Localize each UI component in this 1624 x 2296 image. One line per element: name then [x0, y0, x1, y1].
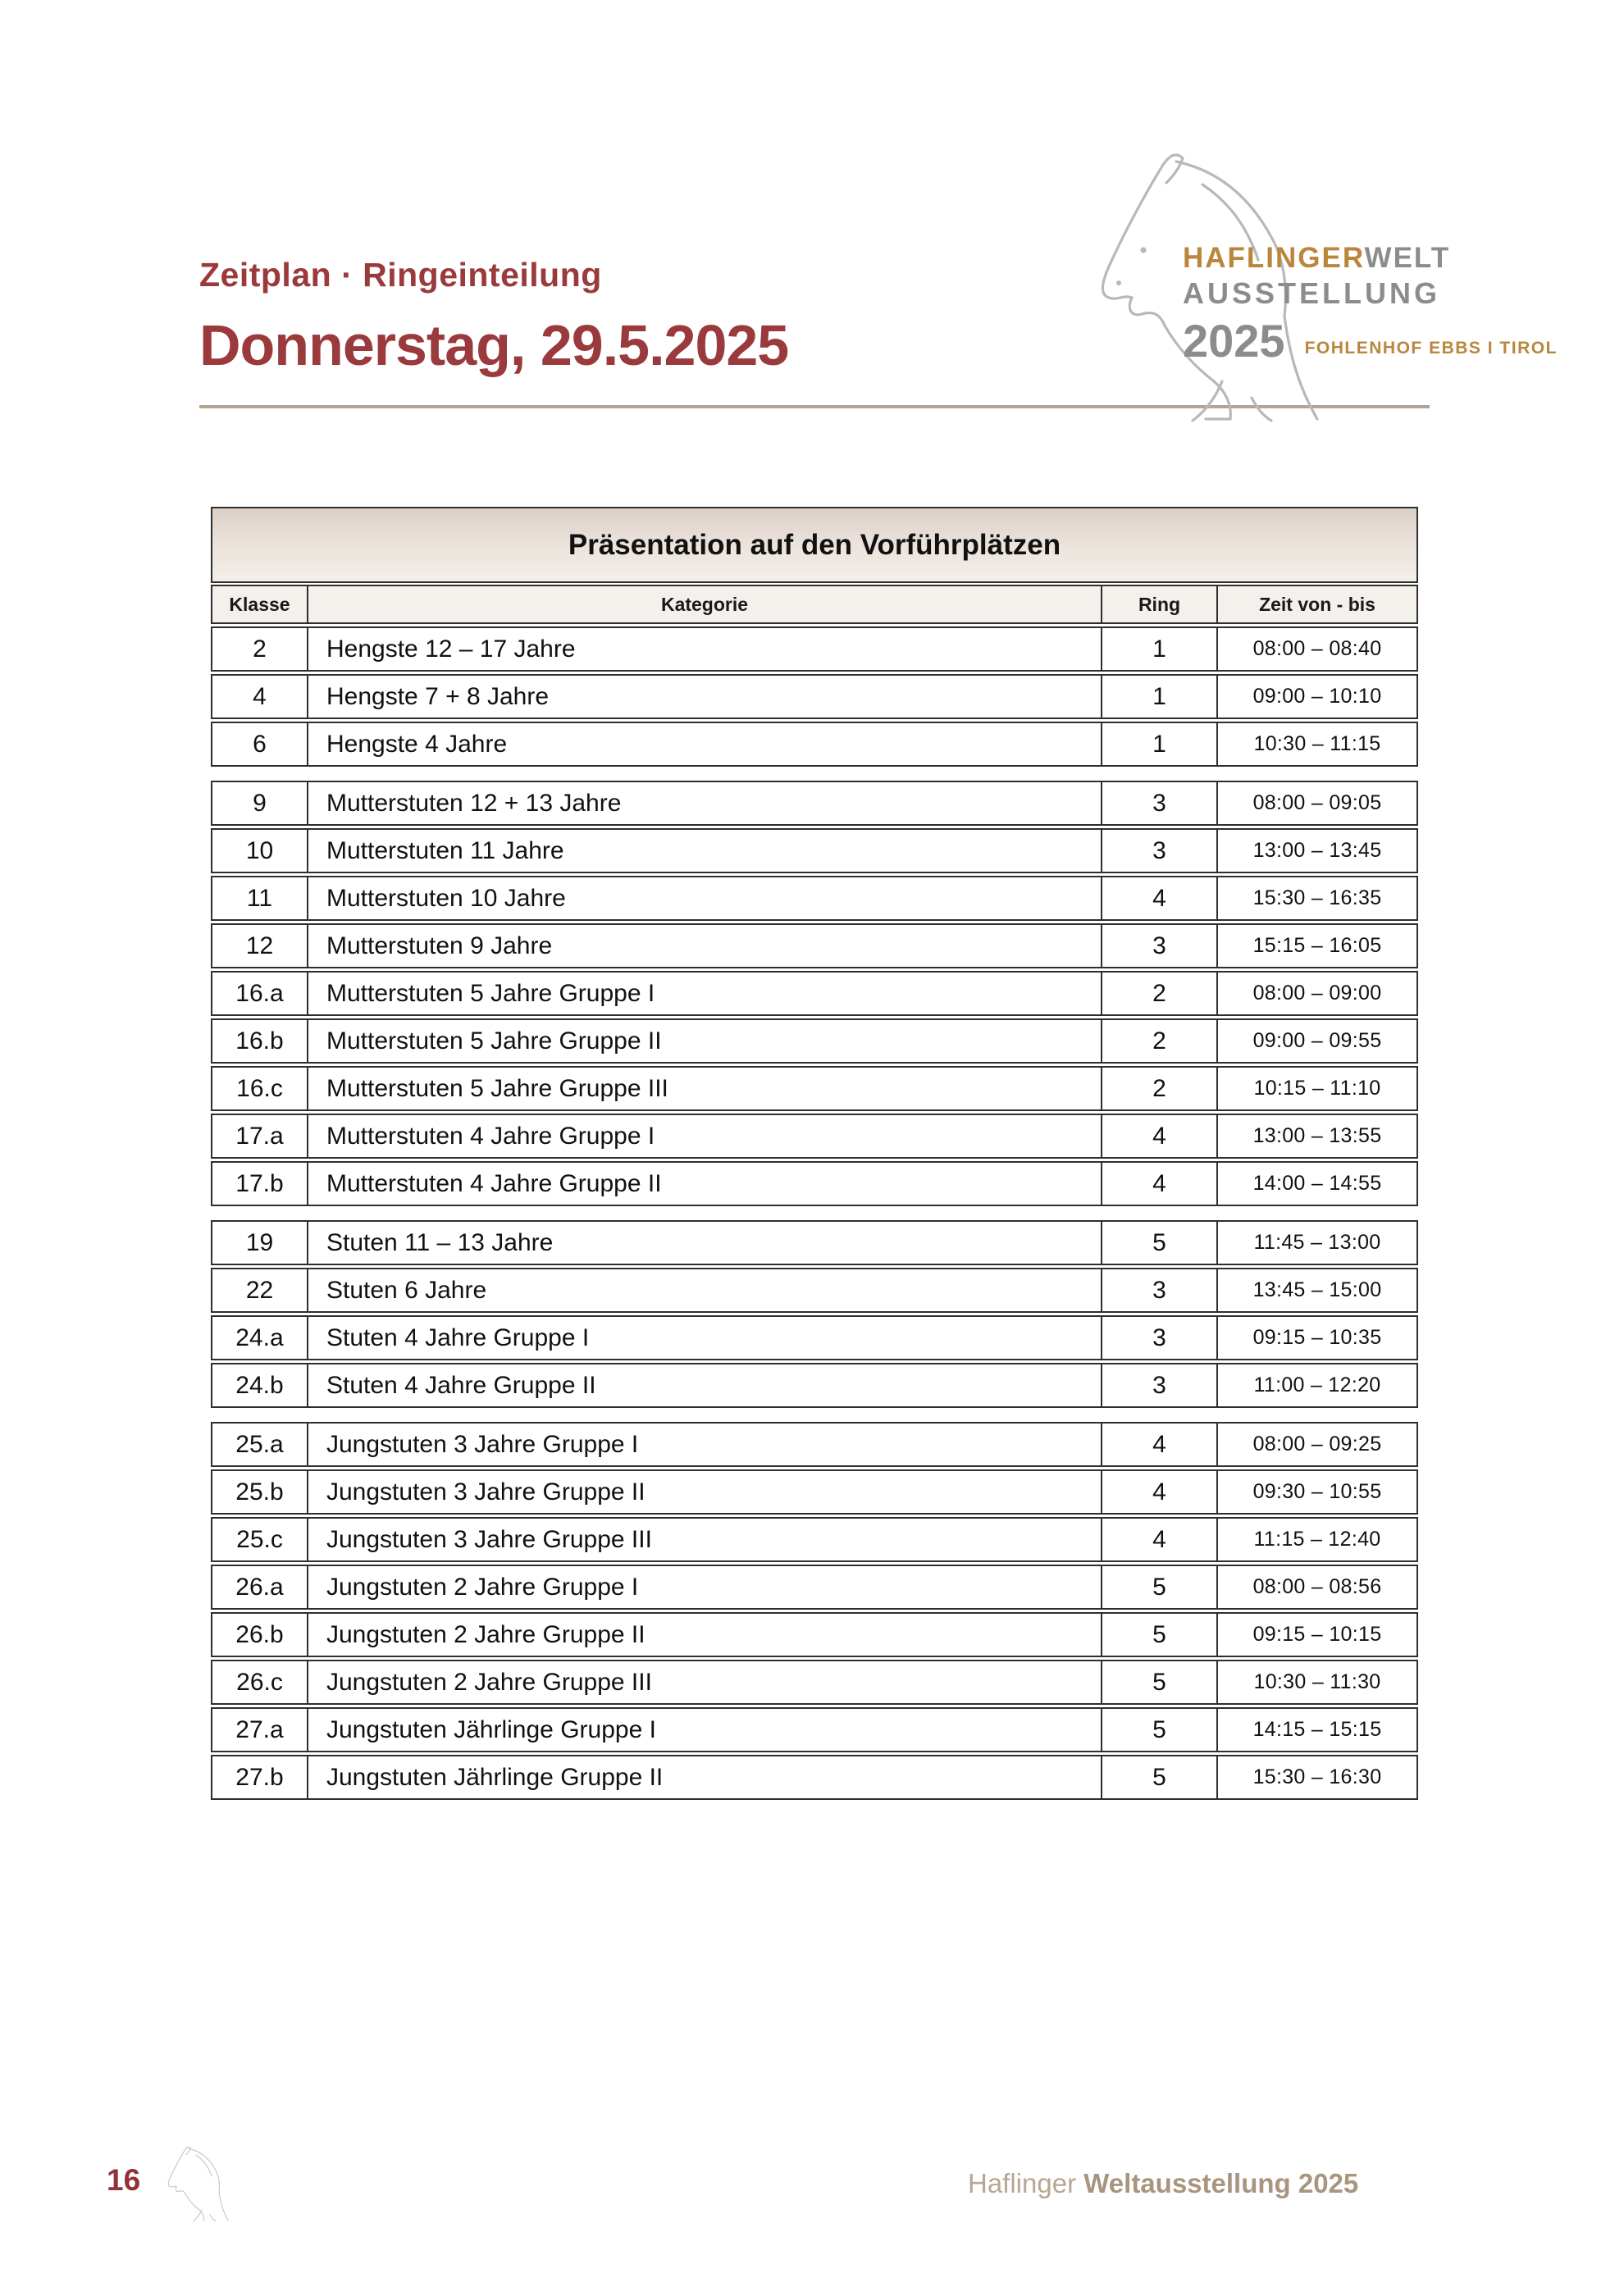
- cell-zeit: 14:00 – 14:55: [1252, 1172, 1382, 1195]
- cell-ring: 1: [1102, 676, 1218, 718]
- cell-ring: 4: [1102, 1424, 1218, 1465]
- cell-klasse: 16.c: [212, 1068, 308, 1109]
- table-row: [211, 1315, 1418, 1360]
- cell-ring: 4: [1102, 877, 1218, 919]
- cell-klasse: 26.a: [212, 1566, 308, 1608]
- horse-sketch-icon: [156, 2122, 254, 2245]
- cell-klasse: 11: [212, 877, 308, 919]
- cell-zeit: 09:30 – 10:55: [1252, 1480, 1382, 1503]
- table-row: [211, 781, 1418, 826]
- cell-klasse: 24.a: [212, 1317, 308, 1359]
- logo-line-1: [1183, 242, 1552, 275]
- table-row: [211, 1517, 1418, 1562]
- logo-venue: FOHLENHOF EBBS I TIROL: [1304, 339, 1558, 358]
- cell-zeit: 08:00 – 08:56: [1252, 1575, 1382, 1598]
- cell-zeit: 13:45 – 15:00: [1252, 1278, 1382, 1301]
- cell-kategorie: Mutterstuten 10 Jahre: [308, 877, 1102, 919]
- column-header-klasse: Klasse: [212, 586, 308, 622]
- cell-zeit: 13:00 – 13:55: [1252, 1124, 1382, 1147]
- page-number: 16: [107, 2163, 141, 2197]
- cell-ring: 4: [1102, 1519, 1218, 1560]
- table-body: [211, 626, 1418, 1800]
- cell-klasse: 25.b: [212, 1471, 308, 1513]
- cell-kategorie: Jungstuten 3 Jahre Gruppe I: [308, 1424, 1102, 1465]
- cell-klasse: 17.b: [212, 1163, 308, 1205]
- table-row: [211, 722, 1418, 767]
- cell-ring: 2: [1102, 1068, 1218, 1109]
- cell-kategorie: Stuten 11 – 13 Jahre: [308, 1222, 1102, 1264]
- page-title: Donnerstag, 29.5.2025: [199, 313, 789, 377]
- table-row: [211, 674, 1418, 719]
- cell-ring: 5: [1102, 1222, 1218, 1264]
- cell-ring: 1: [1102, 723, 1218, 765]
- table-row: [211, 1066, 1418, 1111]
- cell-ring: 4: [1102, 1163, 1218, 1205]
- cell-zeit: 15:15 – 16:05: [1252, 934, 1382, 957]
- cell-klasse: 26.c: [212, 1661, 308, 1703]
- cell-kategorie: Stuten 4 Jahre Gruppe I: [308, 1317, 1102, 1359]
- cell-kategorie: Jungstuten 3 Jahre Gruppe II: [308, 1471, 1102, 1513]
- table-row: [211, 1220, 1418, 1265]
- cell-klasse: 19: [212, 1222, 308, 1264]
- cell-klasse: 12: [212, 925, 308, 967]
- table-row: [211, 1114, 1418, 1159]
- column-header-zeit: Zeit von - bis: [1259, 593, 1375, 615]
- cell-ring: 3: [1102, 925, 1218, 967]
- table-block: [211, 781, 1418, 1206]
- cell-ring: 5: [1102, 1661, 1218, 1703]
- table-row: [211, 1422, 1418, 1467]
- cell-zeit: 10:30 – 11:30: [1253, 1670, 1381, 1693]
- cell-kategorie: Mutterstuten 9 Jahre: [308, 925, 1102, 967]
- table-row: [211, 1707, 1418, 1752]
- cell-ring: 5: [1102, 1566, 1218, 1608]
- cell-ring: 4: [1102, 1471, 1218, 1513]
- cell-klasse: 6: [212, 723, 308, 765]
- cell-ring: 2: [1102, 973, 1218, 1014]
- cell-ring: 5: [1102, 1614, 1218, 1656]
- table-row: [211, 1660, 1418, 1705]
- section-kicker: Zeitplan · Ringeinteilung: [199, 256, 602, 294]
- table-row: [211, 626, 1418, 672]
- table-row: [211, 876, 1418, 921]
- cell-zeit: 08:00 – 09:05: [1252, 791, 1382, 814]
- logo-year: 2025: [1183, 315, 1285, 367]
- cell-kategorie: Jungstuten 2 Jahre Gruppe III: [308, 1661, 1102, 1703]
- cell-klasse: 26.b: [212, 1614, 308, 1656]
- cell-kategorie: Jungstuten 2 Jahre Gruppe I: [308, 1566, 1102, 1608]
- table-row: [211, 1018, 1418, 1064]
- cell-ring: 3: [1102, 782, 1218, 824]
- cell-zeit: 14:15 – 15:15: [1252, 1718, 1382, 1741]
- cell-kategorie: Stuten 4 Jahre Gruppe II: [308, 1364, 1102, 1406]
- logo-word-ausstellung: AUSSTELLUNG: [1183, 276, 1440, 310]
- event-logo: [1058, 152, 1558, 422]
- logo-line-3: [1183, 315, 1558, 367]
- cell-ring: 5: [1102, 1709, 1218, 1751]
- cell-zeit: 10:15 – 11:10: [1253, 1077, 1381, 1100]
- cell-ring: 1: [1102, 628, 1218, 670]
- table-block: [211, 1422, 1418, 1800]
- cell-zeit: 11:15 – 12:40: [1253, 1528, 1381, 1551]
- cell-ring: 3: [1102, 1269, 1218, 1311]
- cell-zeit: 09:15 – 10:35: [1252, 1326, 1382, 1349]
- table-row: [211, 923, 1418, 968]
- cell-kategorie: Mutterstuten 4 Jahre Gruppe I: [308, 1115, 1102, 1157]
- document-header: [199, 256, 788, 378]
- cell-klasse: 10: [212, 830, 308, 872]
- cell-ring: 4: [1102, 1115, 1218, 1157]
- cell-kategorie: Mutterstuten 11 Jahre: [308, 830, 1102, 872]
- table-row: [211, 1268, 1418, 1313]
- column-header-ring: Ring: [1102, 586, 1218, 622]
- column-header-kategorie: Kategorie: [308, 586, 1102, 622]
- cell-klasse: 2: [212, 628, 308, 670]
- cell-ring: 3: [1102, 1364, 1218, 1406]
- cell-ring: 3: [1102, 830, 1218, 872]
- cell-klasse: 9: [212, 782, 308, 824]
- footer-brand-light: Haflinger: [968, 2168, 1077, 2198]
- table-row: [211, 1363, 1418, 1408]
- table-title: Präsentation auf den Vorführplätzen: [211, 507, 1418, 583]
- cell-kategorie: Hengste 12 – 17 Jahre: [308, 628, 1102, 670]
- logo-wordmark: [1183, 242, 1558, 367]
- cell-klasse: 24.b: [212, 1364, 308, 1406]
- cell-ring: 5: [1102, 1756, 1218, 1798]
- cell-kategorie: Mutterstuten 5 Jahre Gruppe III: [308, 1068, 1102, 1109]
- cell-zeit: 15:30 – 16:35: [1252, 886, 1382, 909]
- cell-zeit: 11:45 – 13:00: [1253, 1231, 1381, 1254]
- cell-zeit: 13:00 – 13:45: [1252, 839, 1382, 862]
- cell-zeit: 08:00 – 08:40: [1252, 637, 1382, 660]
- table-block: [211, 626, 1418, 767]
- cell-zeit: 10:30 – 11:15: [1253, 732, 1381, 755]
- cell-zeit: 09:00 – 10:10: [1252, 685, 1382, 708]
- table-row: [211, 1469, 1418, 1515]
- table-row: [211, 1755, 1418, 1800]
- cell-ring: 3: [1102, 1317, 1218, 1359]
- cell-klasse: 17.a: [212, 1115, 308, 1157]
- table-row: [211, 1161, 1418, 1206]
- cell-zeit: 15:30 – 16:30: [1252, 1765, 1382, 1788]
- cell-zeit: 08:00 – 09:00: [1252, 982, 1382, 1004]
- table-row: [211, 1612, 1418, 1657]
- cell-klasse: 27.a: [212, 1709, 308, 1751]
- cell-ring: 2: [1102, 1020, 1218, 1062]
- cell-klasse: 27.b: [212, 1756, 308, 1798]
- cell-klasse: 16.a: [212, 973, 308, 1014]
- cell-zeit: 09:00 – 09:55: [1252, 1029, 1382, 1052]
- cell-kategorie: Mutterstuten 12 + 13 Jahre: [308, 782, 1102, 824]
- cell-kategorie: Hengste 4 Jahre: [308, 723, 1102, 765]
- cell-kategorie: Mutterstuten 5 Jahre Gruppe II: [308, 1020, 1102, 1062]
- footer-brand: [968, 2168, 1358, 2199]
- cell-kategorie: Jungstuten 3 Jahre Gruppe III: [308, 1519, 1102, 1560]
- cell-klasse: 25.c: [212, 1519, 308, 1560]
- cell-klasse: 4: [212, 676, 308, 718]
- cell-kategorie: Mutterstuten 5 Jahre Gruppe I: [308, 973, 1102, 1014]
- cell-kategorie: Mutterstuten 4 Jahre Gruppe II: [308, 1163, 1102, 1205]
- cell-klasse: 22: [212, 1269, 308, 1311]
- table-column-header: [211, 585, 1418, 624]
- cell-kategorie: Jungstuten Jährlinge Gruppe I: [308, 1709, 1102, 1751]
- cell-zeit: 08:00 – 09:25: [1252, 1433, 1382, 1456]
- cell-kategorie: Hengste 7 + 8 Jahre: [308, 676, 1102, 718]
- table-row: [211, 1565, 1418, 1610]
- cell-zeit: 11:00 – 12:20: [1253, 1374, 1381, 1396]
- cell-kategorie: Jungstuten 2 Jahre Gruppe II: [308, 1614, 1102, 1656]
- logo-word-welt: WELT: [1364, 242, 1451, 274]
- cell-kategorie: Stuten 6 Jahre: [308, 1269, 1102, 1311]
- table-block: [211, 1220, 1418, 1408]
- cell-kategorie: Jungstuten Jährlinge Gruppe II: [308, 1756, 1102, 1798]
- footer-brand-bold: Weltausstellung 2025: [1083, 2168, 1359, 2198]
- table-row: [211, 828, 1418, 873]
- cell-klasse: 16.b: [212, 1020, 308, 1062]
- table-row: [211, 971, 1418, 1016]
- cell-zeit: 09:15 – 10:15: [1252, 1623, 1382, 1646]
- schedule-table: [211, 507, 1418, 1800]
- cell-klasse: 25.a: [212, 1424, 308, 1465]
- logo-word-haflinger: HAFLINGER: [1183, 242, 1365, 274]
